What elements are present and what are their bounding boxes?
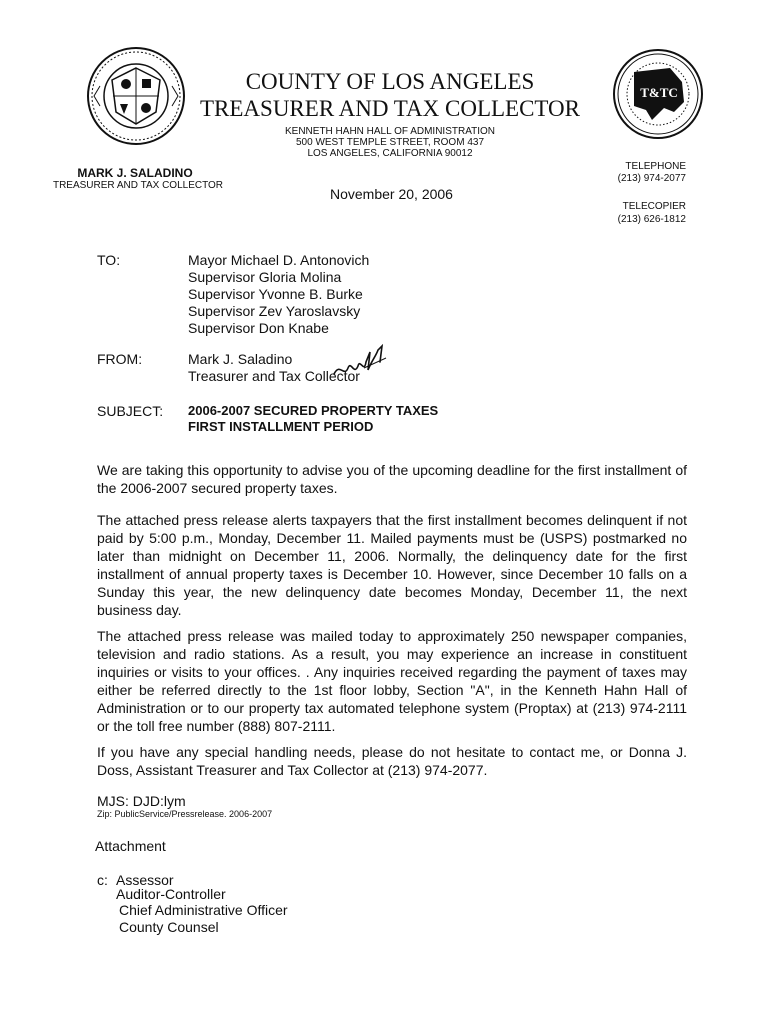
to-label: TO: — [97, 252, 121, 268]
cc-recipient: Auditor-Controller — [116, 886, 226, 902]
subject-label: SUBJECT: — [97, 403, 164, 419]
address-line: 500 WEST TEMPLE STREET, ROOM 437 — [295, 137, 485, 148]
subject-line: FIRST INSTALLMENT PERIOD — [188, 419, 374, 434]
recipient: Supervisor Zev Yaroslavsky — [188, 303, 361, 319]
cc-label: c: — [97, 872, 108, 888]
memo-date: November 20, 2006 — [330, 186, 453, 202]
body-paragraph: The attached press release alerts taxpayers that the first installment becomes delinquent if not paid by 5:00 p.m., Monday, December 11. Mailed payments must be (USPS) postmarked no later than midnight on December 11, 2006. Normally, the delinquency date for the first installment of annual property taxes is December 10. However, since December 10 falls on a Sunday this year, the new delinquency date becomes Monday, December 11, the next business day. — [97, 512, 687, 618]
telecopier-label: TELECOPIER — [622, 201, 686, 212]
ttc-seal-logo — [612, 48, 704, 140]
recipient: Supervisor Don Knabe — [188, 320, 329, 336]
recipient: Mayor Michael D. Antonovich — [188, 252, 370, 268]
officer-title: TREASURER AND TAX COLLECTOR — [52, 180, 224, 191]
reference-initials: MJS: DJD:lym — [97, 793, 186, 809]
handwritten-signature — [330, 344, 390, 384]
subject-block — [188, 403, 438, 435]
telephone-number: (213) 974-2077 — [617, 173, 686, 184]
org-name: COUNTY OF LOS ANGELES — [245, 69, 535, 94]
ttc-mark-text: T&TC — [640, 85, 678, 100]
org-department: TREASURER AND TAX COLLECTOR — [199, 96, 581, 121]
body-paragraph: We are taking this opportunity to advise you of the upcoming deadline for the first installment of the 2006-2007 secured property taxes. — [97, 462, 687, 496]
cc-recipient: Chief Administrative Officer — [119, 902, 288, 918]
sender-name: Mark J. Saladino — [188, 351, 293, 367]
attachment-note: Attachment — [95, 838, 166, 854]
from-label: FROM: — [97, 351, 143, 367]
telecopier-number: (213) 626-1812 — [617, 214, 686, 225]
recipient: Supervisor Yvonne B. Burke — [188, 286, 363, 302]
file-reference: Zip: PublicService/Pressrelease. 2006-2007 — [97, 809, 273, 819]
subject-line: 2006-2007 SECURED PROPERTY TAXES — [188, 403, 439, 418]
county-seal-logo — [86, 46, 186, 146]
recipient: Supervisor Gloria Molina — [188, 269, 342, 285]
recipient-list — [188, 252, 369, 337]
address-line: KENNETH HAHN HALL OF ADMINISTRATION — [284, 126, 496, 137]
body-paragraph: The attached press release was mailed today to approximately 250 newspaper companies, television and radio stations. As a result, you may experience an increase in constituent inquiries or visits to your offices. . Any inquiries received regarding the payment of taxes may either be referred directly to the 1st floor lobby, Section "A", in the Kenneth Hahn Hall of Administration or to our property tax automated telephone system (Proptax) at (213) 974-2111 or the toll free number (888) 807-2111. — [97, 628, 687, 734]
officer-name: MARK J. SALADINO — [77, 166, 193, 180]
cc-recipient: Assessor — [116, 872, 174, 888]
cc-recipient: County Counsel — [119, 919, 219, 935]
sender-title: Treasurer and Tax Collector — [188, 368, 360, 384]
telephone-label: TELEPHONE — [625, 161, 686, 172]
body-paragraph: If you have any special handling needs, please do not hesitate to contact me, or Donna J. Doss, Assistant Treasurer and Tax Collector at (213) 974-2077. — [97, 744, 687, 778]
address-line: LOS ANGELES, CALIFORNIA 90012 — [307, 148, 473, 159]
